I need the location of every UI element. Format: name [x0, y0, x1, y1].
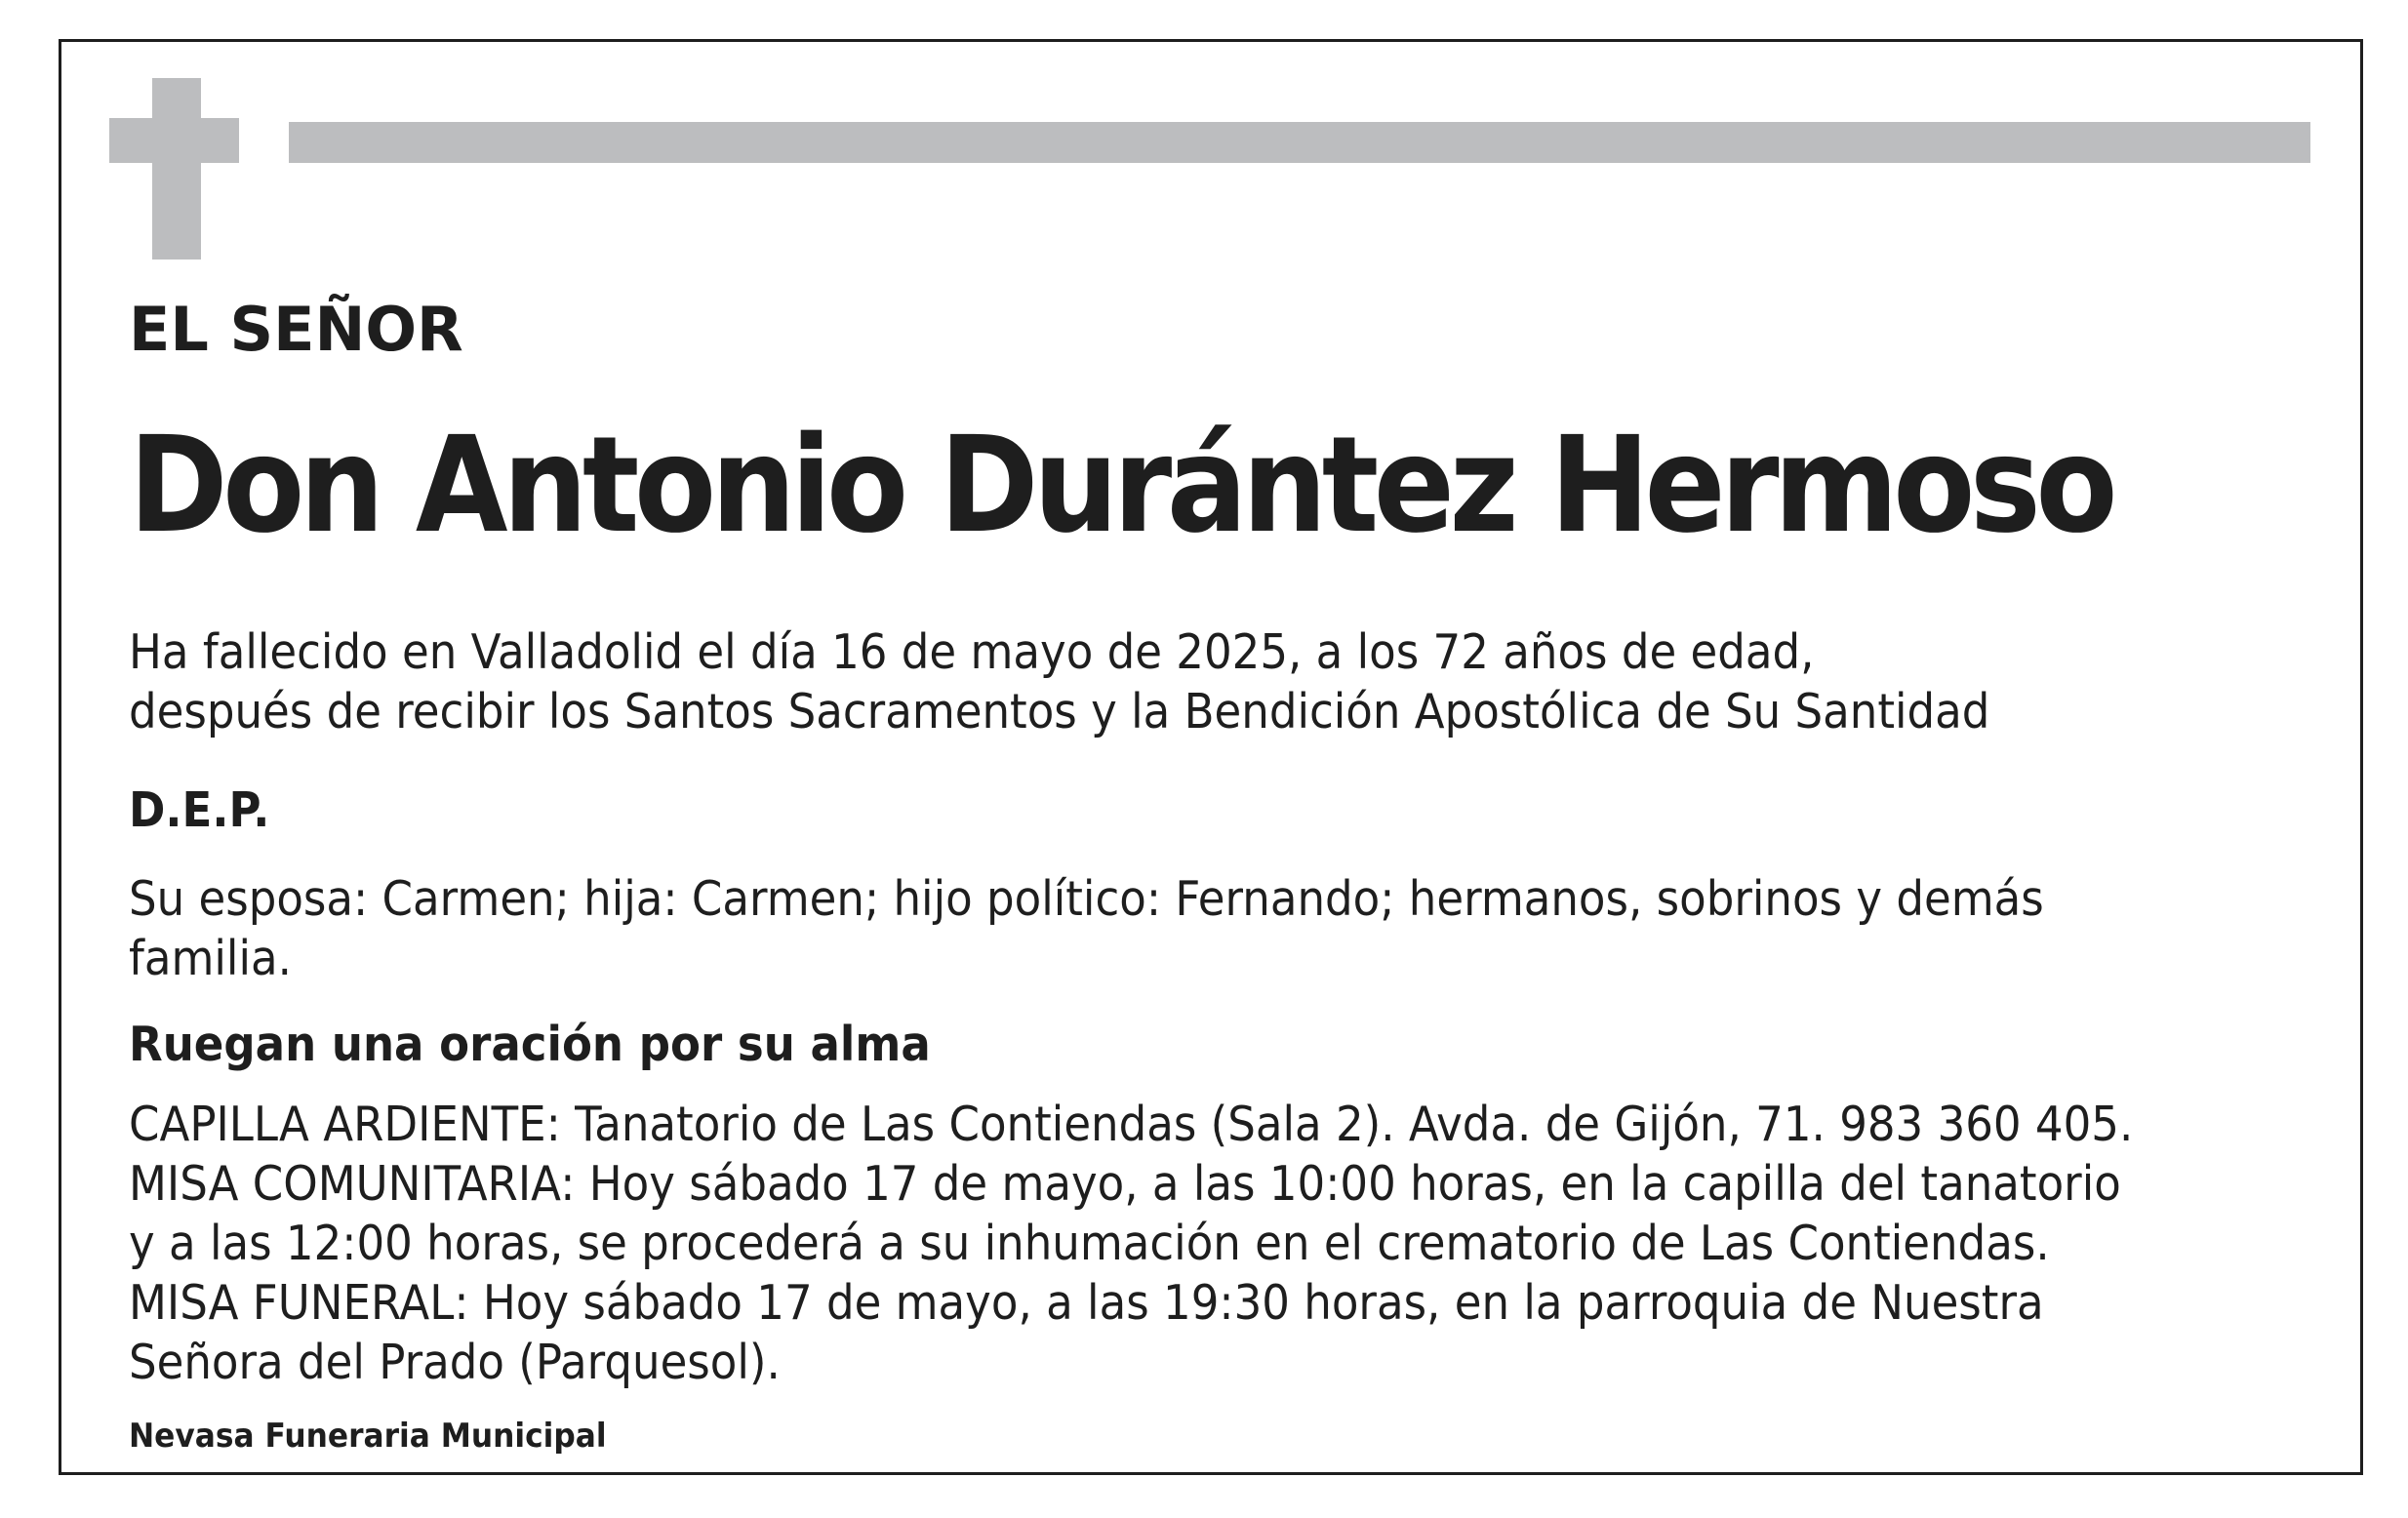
family-line-1: Su esposa: Carmen; hija: Carmen; hijo político: Fernando; hermanos, sobrinos y demás [129, 871, 2044, 927]
services-line-3: y a las 12:00 horas, se procederá a su inhumación en el crematorio de Las Contiendas. [129, 1216, 2050, 1271]
services-line-2: MISA COMUNITARIA: Hoy sábado 17 de mayo, a las 10:00 horas, en la capilla del tanatorio [129, 1156, 2121, 1212]
services-line-1: CAPILLA ARDIENTE: Tanatorio de Las Contiendas (Sala 2). Avda. de Gijón, 71. 983 360 405. [129, 1097, 2134, 1152]
prayer-request: Ruegan una oración por su alma [129, 1017, 931, 1072]
header-rule [289, 122, 2310, 163]
funeral-home-name: Nevasa Funeraria Municipal [129, 1417, 607, 1456]
services-line-5: Señora del Prado (Parquesol). [129, 1335, 781, 1390]
dep-label: D.E.P. [129, 782, 270, 838]
title-prefix: EL SEÑOR [129, 294, 463, 365]
services-line-4: MISA FUNERAL: Hoy sábado 17 de mayo, a las 19:30 horas, en la parroquia de Nuestra [129, 1275, 2044, 1331]
family-line-2: familia. [129, 931, 292, 986]
cross-icon-horizontal [109, 118, 239, 163]
deceased-name: Don Antonio Durántez Hermoso [129, 409, 2113, 563]
announcement-line-2: después de recibir los Santos Sacramentos y la Bendición Apostólica de Su Santidad [129, 684, 1990, 739]
cross-icon-vertical [152, 78, 201, 260]
announcement-line-1: Ha fallecido en Valladolid el día 16 de mayo de 2025, a los 72 años de edad, [129, 624, 1815, 680]
